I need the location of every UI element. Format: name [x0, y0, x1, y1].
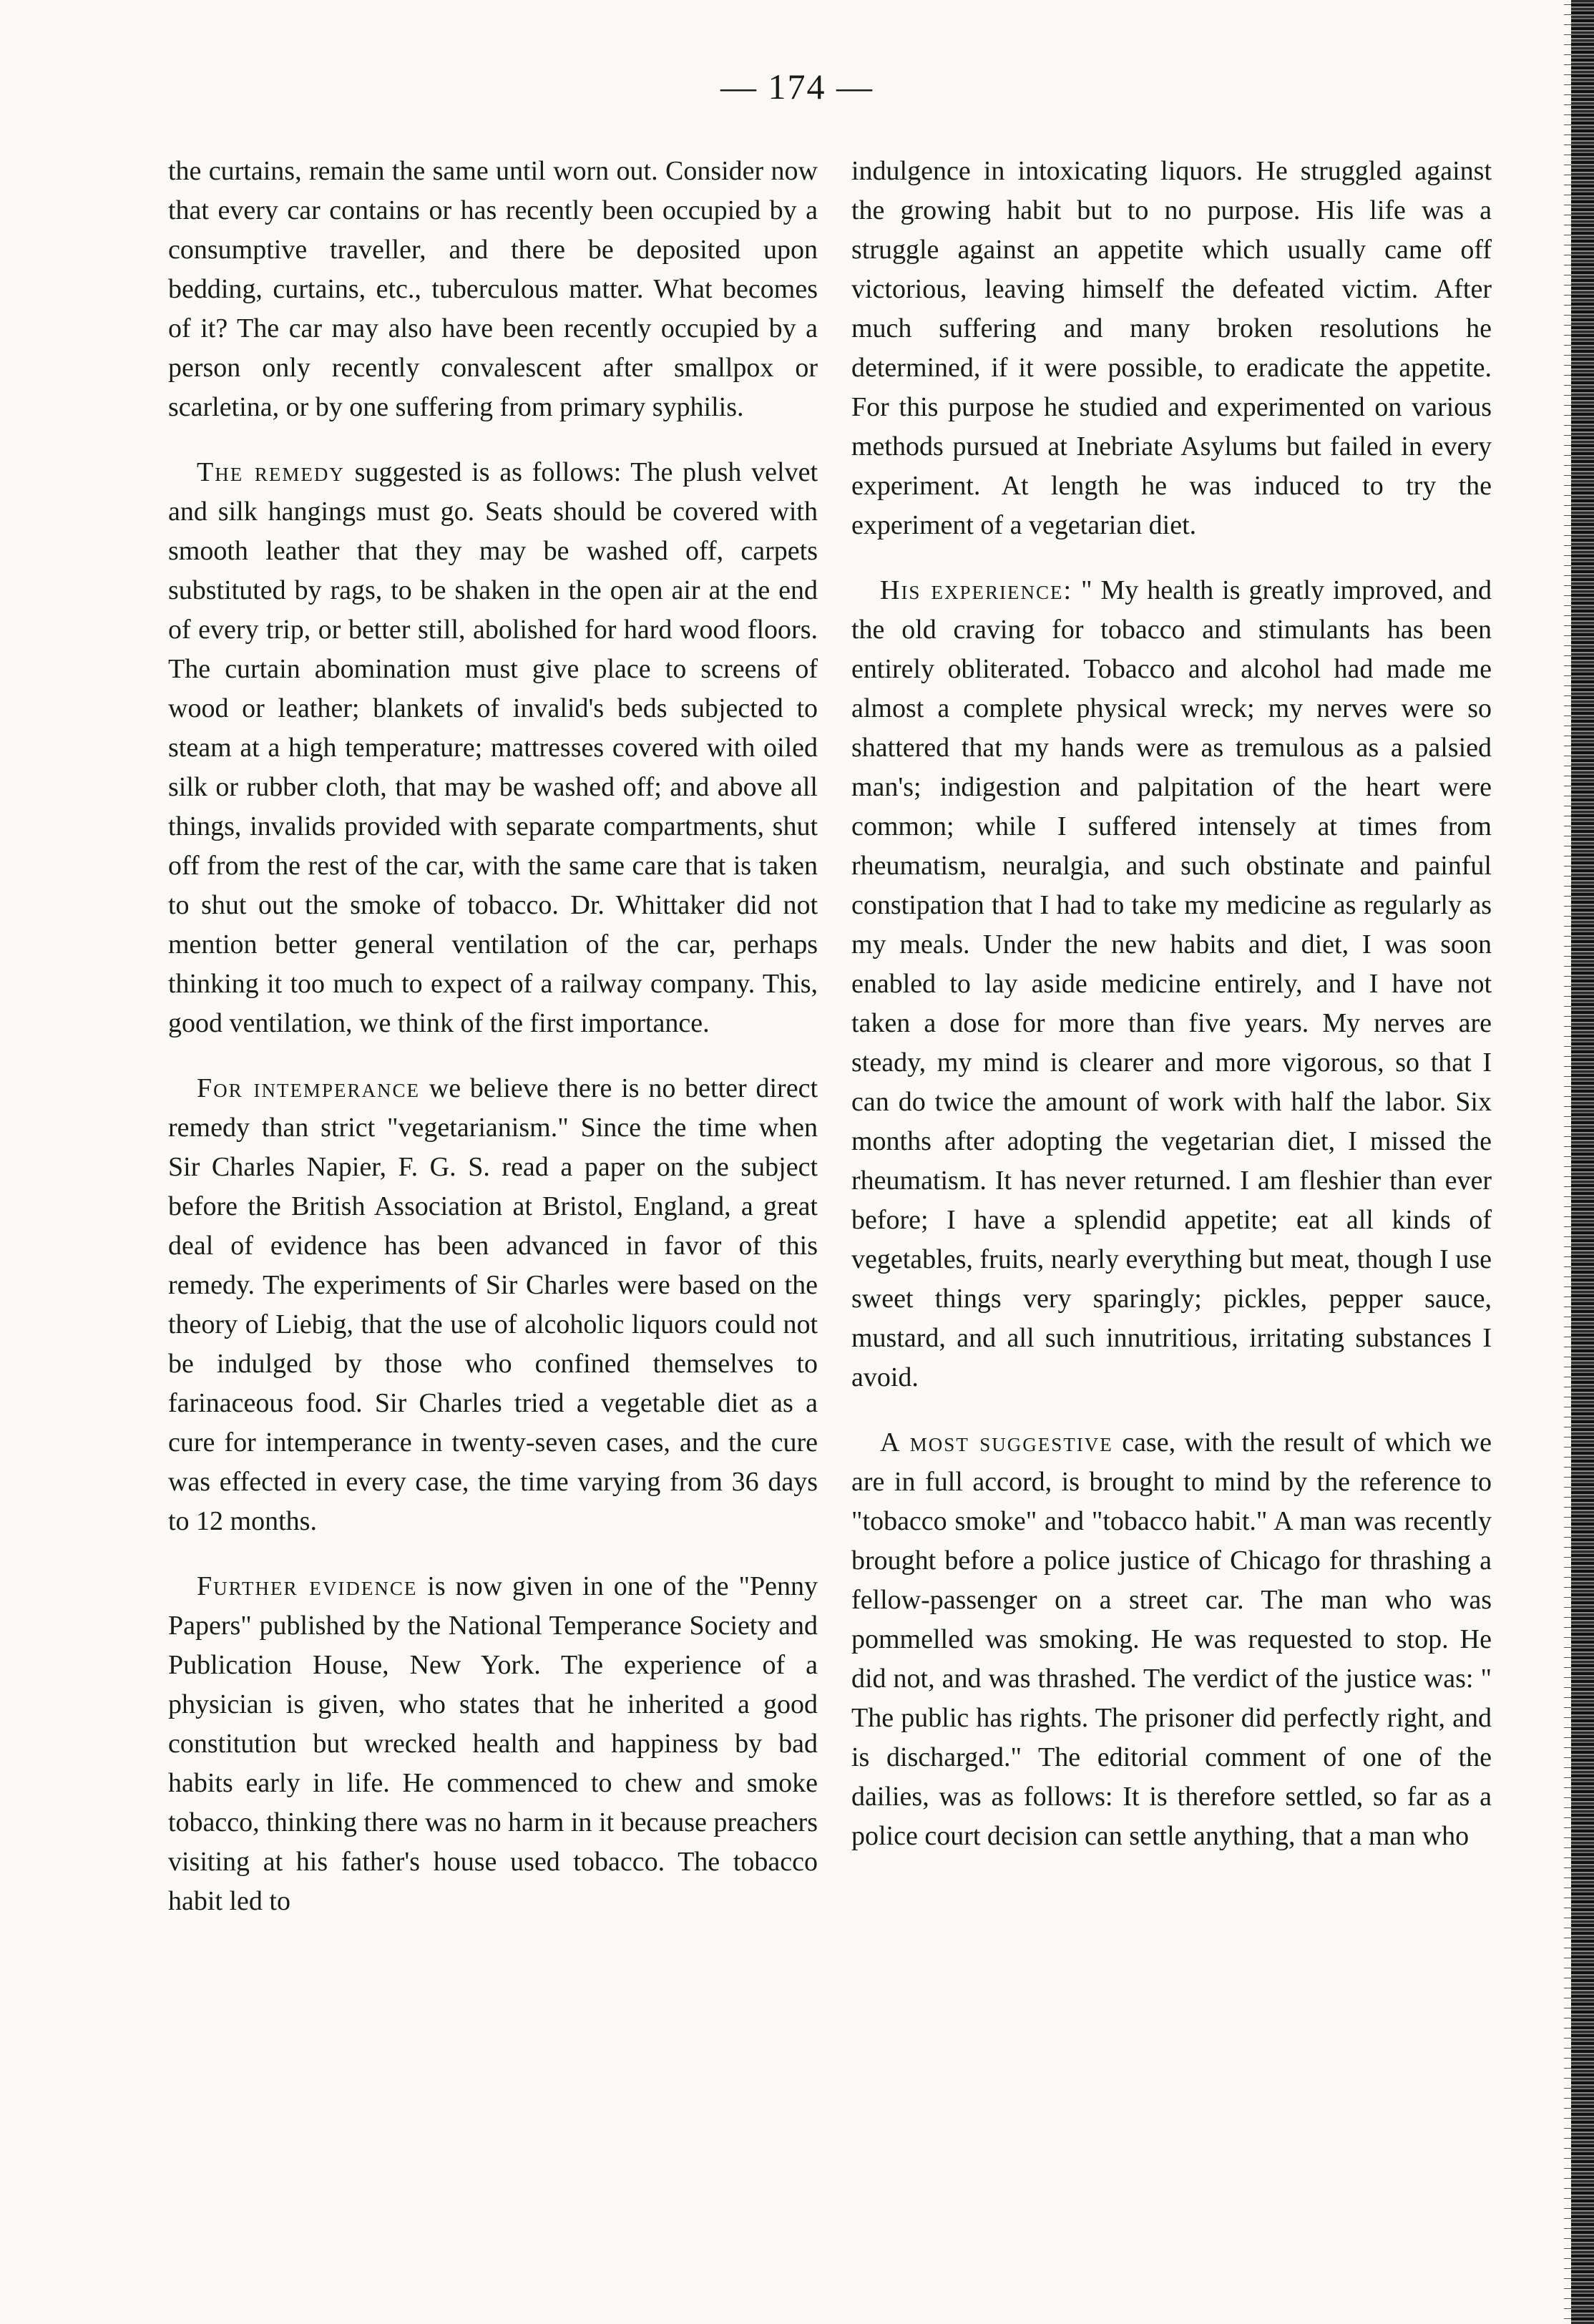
paragraph: His experience: " My health is greatly improved, and the old craving for tobacco and stimulants has been entirely obliterated. Tobacco and alcohol had made me almost a complete physical wreck; my nerves were so shattered that my hands were as tremulous as a palsied man's; indigestion and palpitation of the heart were common; while I suffered intensely at times from rheumatism, neuralgia, and such obstinate and painful constipation that I had to take my medicine as regularly as my meals. Under the new habits and diet, I was soon enabled to lay aside medicine entirely, and I have not taken a dose for more than five years. My nerves are steady, my mind is clearer and more vigorous, so that I can do twice the amount of work with half the labor. Six months after adopting the vegetarian diet, I missed the rheumatism. It has never returned. I am fleshier than ever before; I have a splendid appetite; eat all kinds of vegetables, fruits, nearly everything but meat, though I use sweet things very sparingly; pickles, pepper sauce, mustard, and all such innutritious, irritating substances I avoid. — [851, 575, 1492, 1392]
left-column — [168, 152, 818, 1947]
paragraph: The remedy suggested is as follows: The plush velvet and silk hangings must go. Seats should be covered with smooth leather that they may be washed off, carpets substituted by rags, to be shaken in the open air at the end of every trip, or better still, abolished for hard wood floors. The curtain abomination must give place to screens of wood or leather; blankets of invalid's beds subjected to steam at a high temperature; mattresses covered with oiled silk or rubber cloth, that may be washed off; and above all things, invalids provided with separate compartments, shut off from the rest of the car, with the same care that is taken to shut out the smoke of tobacco. Dr. Whittaker did not mention better general ventilation of the car, perhaps thinking it too much to expect of a railway company. This, good ventilation, we think of the first importance. — [168, 457, 818, 1038]
paragraph-lead: Further evidence — [197, 1571, 418, 1601]
paragraph: Further evidence is now given in one of the "Penny Papers" published by the National Temperance Society and Publication House, New York. The experience of a physician is given, who states that he inherited a good constitution but wrecked health and happiness by bad habits early in life. He commenced to chew and smoke tobacco, thinking there was no harm in it because preachers visiting at his father's house used tobacco. The tobacco habit led to — [168, 1571, 818, 1916]
paragraph-lead: The remedy — [197, 457, 345, 487]
paragraph: indulgence in intoxicating liquors. He struggled against the growing habit but to no purpose. His life was a struggle against an appetite which usually came off victorious, leaving himself the defeated victim. After much suffering and many broken resolutions he determined, if it were possible, to eradicate the appetite. For this purpose he studied and experimented on various methods pursued at Inebriate Asylums but failed in every experiment. At length he was induced to try the experiment of a vegetarian diet. — [851, 156, 1492, 540]
right-column — [851, 152, 1492, 1882]
paragraph-lead: His experience: — [880, 575, 1072, 605]
page-edge-strip — [1571, 0, 1594, 2324]
paragraph: For intemperance we believe there is no better direct remedy than strict "vegetarianism." Since the time when Sir Charles Napier, F. G. S. read a paper on the subject before the British Association at Bristol, England, a great deal of evidence has been advanced in favor of this remedy. The experiments of Sir Charles were based on the theory of Liebig, that the use of alcoholic liquors could not be indulged by those who confined themselves to farinaceous food. Sir Charles tried a vegetable diet as a cure for intemperance in twenty-seven cases, and the cure was effected in every case, the time varying from 36 days to 12 months. — [168, 1073, 818, 1536]
paragraph: A most suggestive case, with the result of which we are in full accord, is brought to mind by the reference to "tobacco smoke" and "tobacco habit." A man was recently brought before a police justice of Chicago for thrashing a fellow-passenger on a street car. The man who was pommelled was smoking. He was requested to stop. He did not, and was thrashed. The verdict of the justice was: " The public has rights. The prisoner did perfectly right, and is discharged." The editorial comment of one of the dailies, was as follows: It is therefore settled, so far as a police court decision can settle anything, that a man who — [851, 1427, 1492, 1851]
paragraph: the curtains, remain the same until worn out. Consider now that every car contains or has recently been occupied by a consumptive traveller, and there be deposited upon bedding, curtains, etc., tuberculous matter. What becomes of it? The car may also have been recently occupied by a person only recently convalescent after smallpox or scarletina, or by one suffering from primary syphilis. — [168, 156, 818, 422]
paragraph-lead: For intemperance — [197, 1073, 420, 1103]
page-number: — 174 — — [720, 67, 874, 107]
paragraph-lead: A most suggestive — [880, 1427, 1113, 1458]
